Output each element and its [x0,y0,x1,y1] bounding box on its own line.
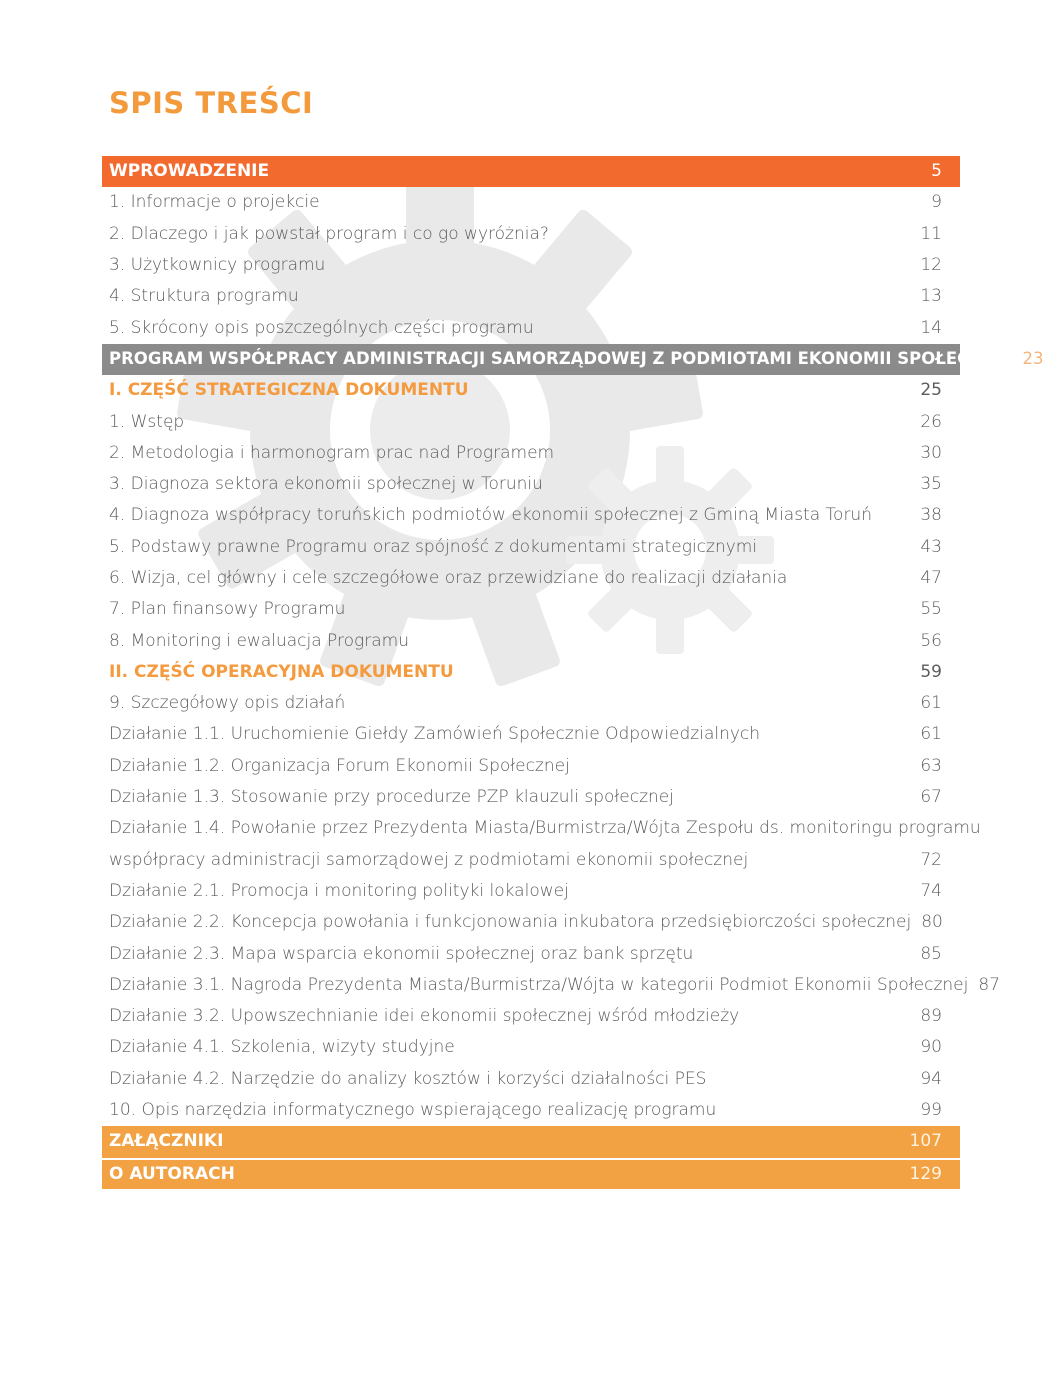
toc-entry[interactable] [102,845,960,876]
toc-entry-title: Działanie 2.1. Promocja i monitoring polityki lokalowej [109,880,569,901]
toc-entry[interactable] [102,876,960,907]
toc-entry-title: 1. Informacje o projekcie [109,192,320,213]
toc-entry[interactable] [102,813,981,844]
toc-entry-title: ZAŁĄCZNIKI [109,1131,224,1152]
toc-entry-page-number: 80 [921,912,943,933]
toc-entry-title: 4. Struktura programu [109,286,299,307]
toc-entry-title: Działanie 1.3. Stosowanie przy procedurze PZP klauzuli społecznej [109,787,674,808]
toc-entry-title: Działanie 1.1. Uruchomienie Giełdy Zamówień Społecznie Odpowiedzialnych [109,724,761,745]
toc-entry-page-number: 12 [920,255,942,276]
toc-entry-title: Działanie 2.3. Mapa wsparcia ekonomii społecznej oraz bank sprzętu [109,943,694,964]
toc-entry-title: Działanie 4.2. Narzędzie do analizy kosztów i korzyści działalności PES [109,1068,707,1089]
toc-entry-page-number: 99 [920,1100,942,1121]
toc-entry[interactable] [102,782,960,813]
toc-entry-title: PROGRAM WSPÓŁPRACY ADMINISTRACJI SAMORZĄDOWEJ Z PODMIOTAMI EKONOMII SPOŁECZNEJ [109,349,1013,369]
toc-heading-bar[interactable] [102,344,1043,375]
toc-entry-page-number: 43 [920,536,942,557]
toc-entry[interactable] [102,1095,960,1126]
toc-entry-page-number: 30 [920,442,942,463]
toc-entry[interactable] [102,500,960,531]
toc-entry[interactable] [102,563,960,594]
toc-entry-page-number: 87 [978,974,1000,995]
toc-entry-title: II. CZĘŚĆ OPERACYJNA DOKUMENTU [109,661,454,682]
toc-entry[interactable] [102,1064,960,1095]
toc-entry-title: Działanie 3.1. Nagroda Prezydenta Miasta/Burmistrza/Wójta w kategorii Podmiot Ekonomii Społecznej [109,974,969,995]
toc-entry-title: I. CZĘŚĆ STRATEGICZNA DOKUMENTU [109,380,469,401]
toc-entry-page-number: 63 [920,755,942,776]
toc-entry-page-number: 72 [920,849,942,870]
toc-entry-title: 5. Skrócony opis poszczególnych części programu [109,317,534,338]
toc-entry-page-number: 59 [920,661,942,682]
toc-entry-title: Działanie 4.1. Szkolenia, wizyty studyjne [109,1037,455,1058]
toc-entry-page-number: 55 [920,599,942,620]
toc-entry-title: 2. Metodologia i harmonogram prac nad Programem [109,442,555,463]
toc-entry-page-number: 23 [1022,349,1043,369]
toc-entry[interactable] [102,594,960,625]
toc-entry[interactable] [102,970,1000,1001]
toc-entry-title: Działanie 3.2. Upowszechnianie idei ekonomii społecznej wśród młodzieży [109,1006,740,1027]
toc-entry[interactable] [102,438,960,469]
toc-entry-page-number: 129 [909,1163,942,1184]
toc-entry[interactable] [102,187,960,218]
toc-entry-title: 3. Użytkownicy programu [109,255,326,276]
toc-entry[interactable] [102,1032,960,1063]
toc-entry-title: Działanie 1.2. Organizacja Forum Ekonomii Społecznej [109,755,570,776]
toc-entry[interactable] [102,688,960,719]
toc-entry-title: 2. Dlaczego i jak powstał program i co go wyróżnia? [109,223,549,244]
toc-entry-page-number: 74 [920,880,942,901]
toc-entry[interactable] [102,625,960,656]
toc-entry-title: WPROWADZENIE [109,161,270,182]
toc-section-heading[interactable] [102,657,960,688]
toc-entry-title: Działanie 2.2. Koncepcja powołania i funkcjonowania inkubatora przedsiębiorczości społecznej [109,912,912,933]
toc-entry[interactable] [102,719,960,750]
table-of-contents [102,156,1043,1189]
toc-heading-bar[interactable] [102,1158,960,1189]
toc-entry-page-number: 38 [920,505,942,526]
toc-entry-title: 8. Monitoring i ewaluacja Programu [109,630,409,651]
toc-entry[interactable] [102,532,960,563]
toc-entry-page-number: 11 [920,223,942,244]
toc-entry-page-number: 25 [920,380,942,401]
toc-entry[interactable] [102,938,960,969]
toc-entry-title: O AUTORACH [109,1163,235,1184]
toc-entry-title: 6. Wizja, cel główny i cele szczegółowe oraz przewidziane do realizacji działania [109,568,788,588]
toc-heading-bar[interactable] [102,1126,960,1157]
toc-entry-title: 4. Diagnoza współpracy toruńskich podmiotów ekonomii społecznej z Gminą Miasta Toruń [109,505,872,526]
toc-entry[interactable] [102,406,960,437]
toc-entry[interactable] [102,907,960,938]
toc-entry-page-number: 67 [920,787,942,808]
toc-entry-title: 3. Diagnoza sektora ekonomii społecznej w Toruniu [109,474,543,495]
toc-entry[interactable] [102,1001,960,1032]
toc-entry-title: Działanie 1.4. Powołanie przez Prezydenta Miasta/Burmistrza/Wójta Zespołu ds. monitoringu programu [109,818,981,839]
toc-entry-page-number: 26 [920,411,942,432]
toc-entry-title: 9. Szczegółowy opis działań [109,693,346,714]
toc-entry[interactable] [102,281,960,312]
toc-entry-title: współpracy administracji samorządowej z podmiotami ekonomii społecznej [109,849,749,870]
toc-entry-page-number: 56 [920,630,942,651]
toc-entry-page-number: 14 [920,317,942,338]
toc-entry-title: 1. Wstęp [109,411,185,432]
toc-section-heading[interactable] [102,375,960,406]
toc-entry-page-number: 107 [909,1131,942,1152]
toc-entry[interactable] [102,219,960,250]
toc-entry[interactable] [102,250,960,281]
toc-entry-title: 7. Plan finansowy Programu [109,599,346,620]
toc-entry[interactable] [102,469,960,500]
toc-entry-page-number: 13 [920,286,942,307]
toc-entry-page-number: 61 [920,724,942,745]
toc-heading-bar[interactable] [102,156,960,187]
toc-entry-page-number: 5 [931,161,942,182]
toc-entry-page-number: 90 [920,1037,942,1058]
toc-entry-page-number: 9 [931,192,942,213]
page-title: SPIS TREŚCI [109,86,314,120]
toc-entry[interactable] [102,312,960,343]
toc-entry-page-number: 47 [920,568,942,588]
toc-entry-title: 10. Opis narzędzia informatycznego wspierającego realizację programu [109,1100,717,1121]
toc-entry-page-number: 89 [920,1006,942,1027]
toc-entry-page-number: 35 [920,474,942,495]
toc-entry[interactable] [102,751,960,782]
toc-entry-page-number: 94 [920,1068,942,1089]
toc-entry-title: 5. Podstawy prawne Programu oraz spójność z dokumentami strategicznymi [109,536,758,557]
toc-entry-page-number: 61 [920,693,942,714]
toc-entry-page-number: 85 [920,943,942,964]
